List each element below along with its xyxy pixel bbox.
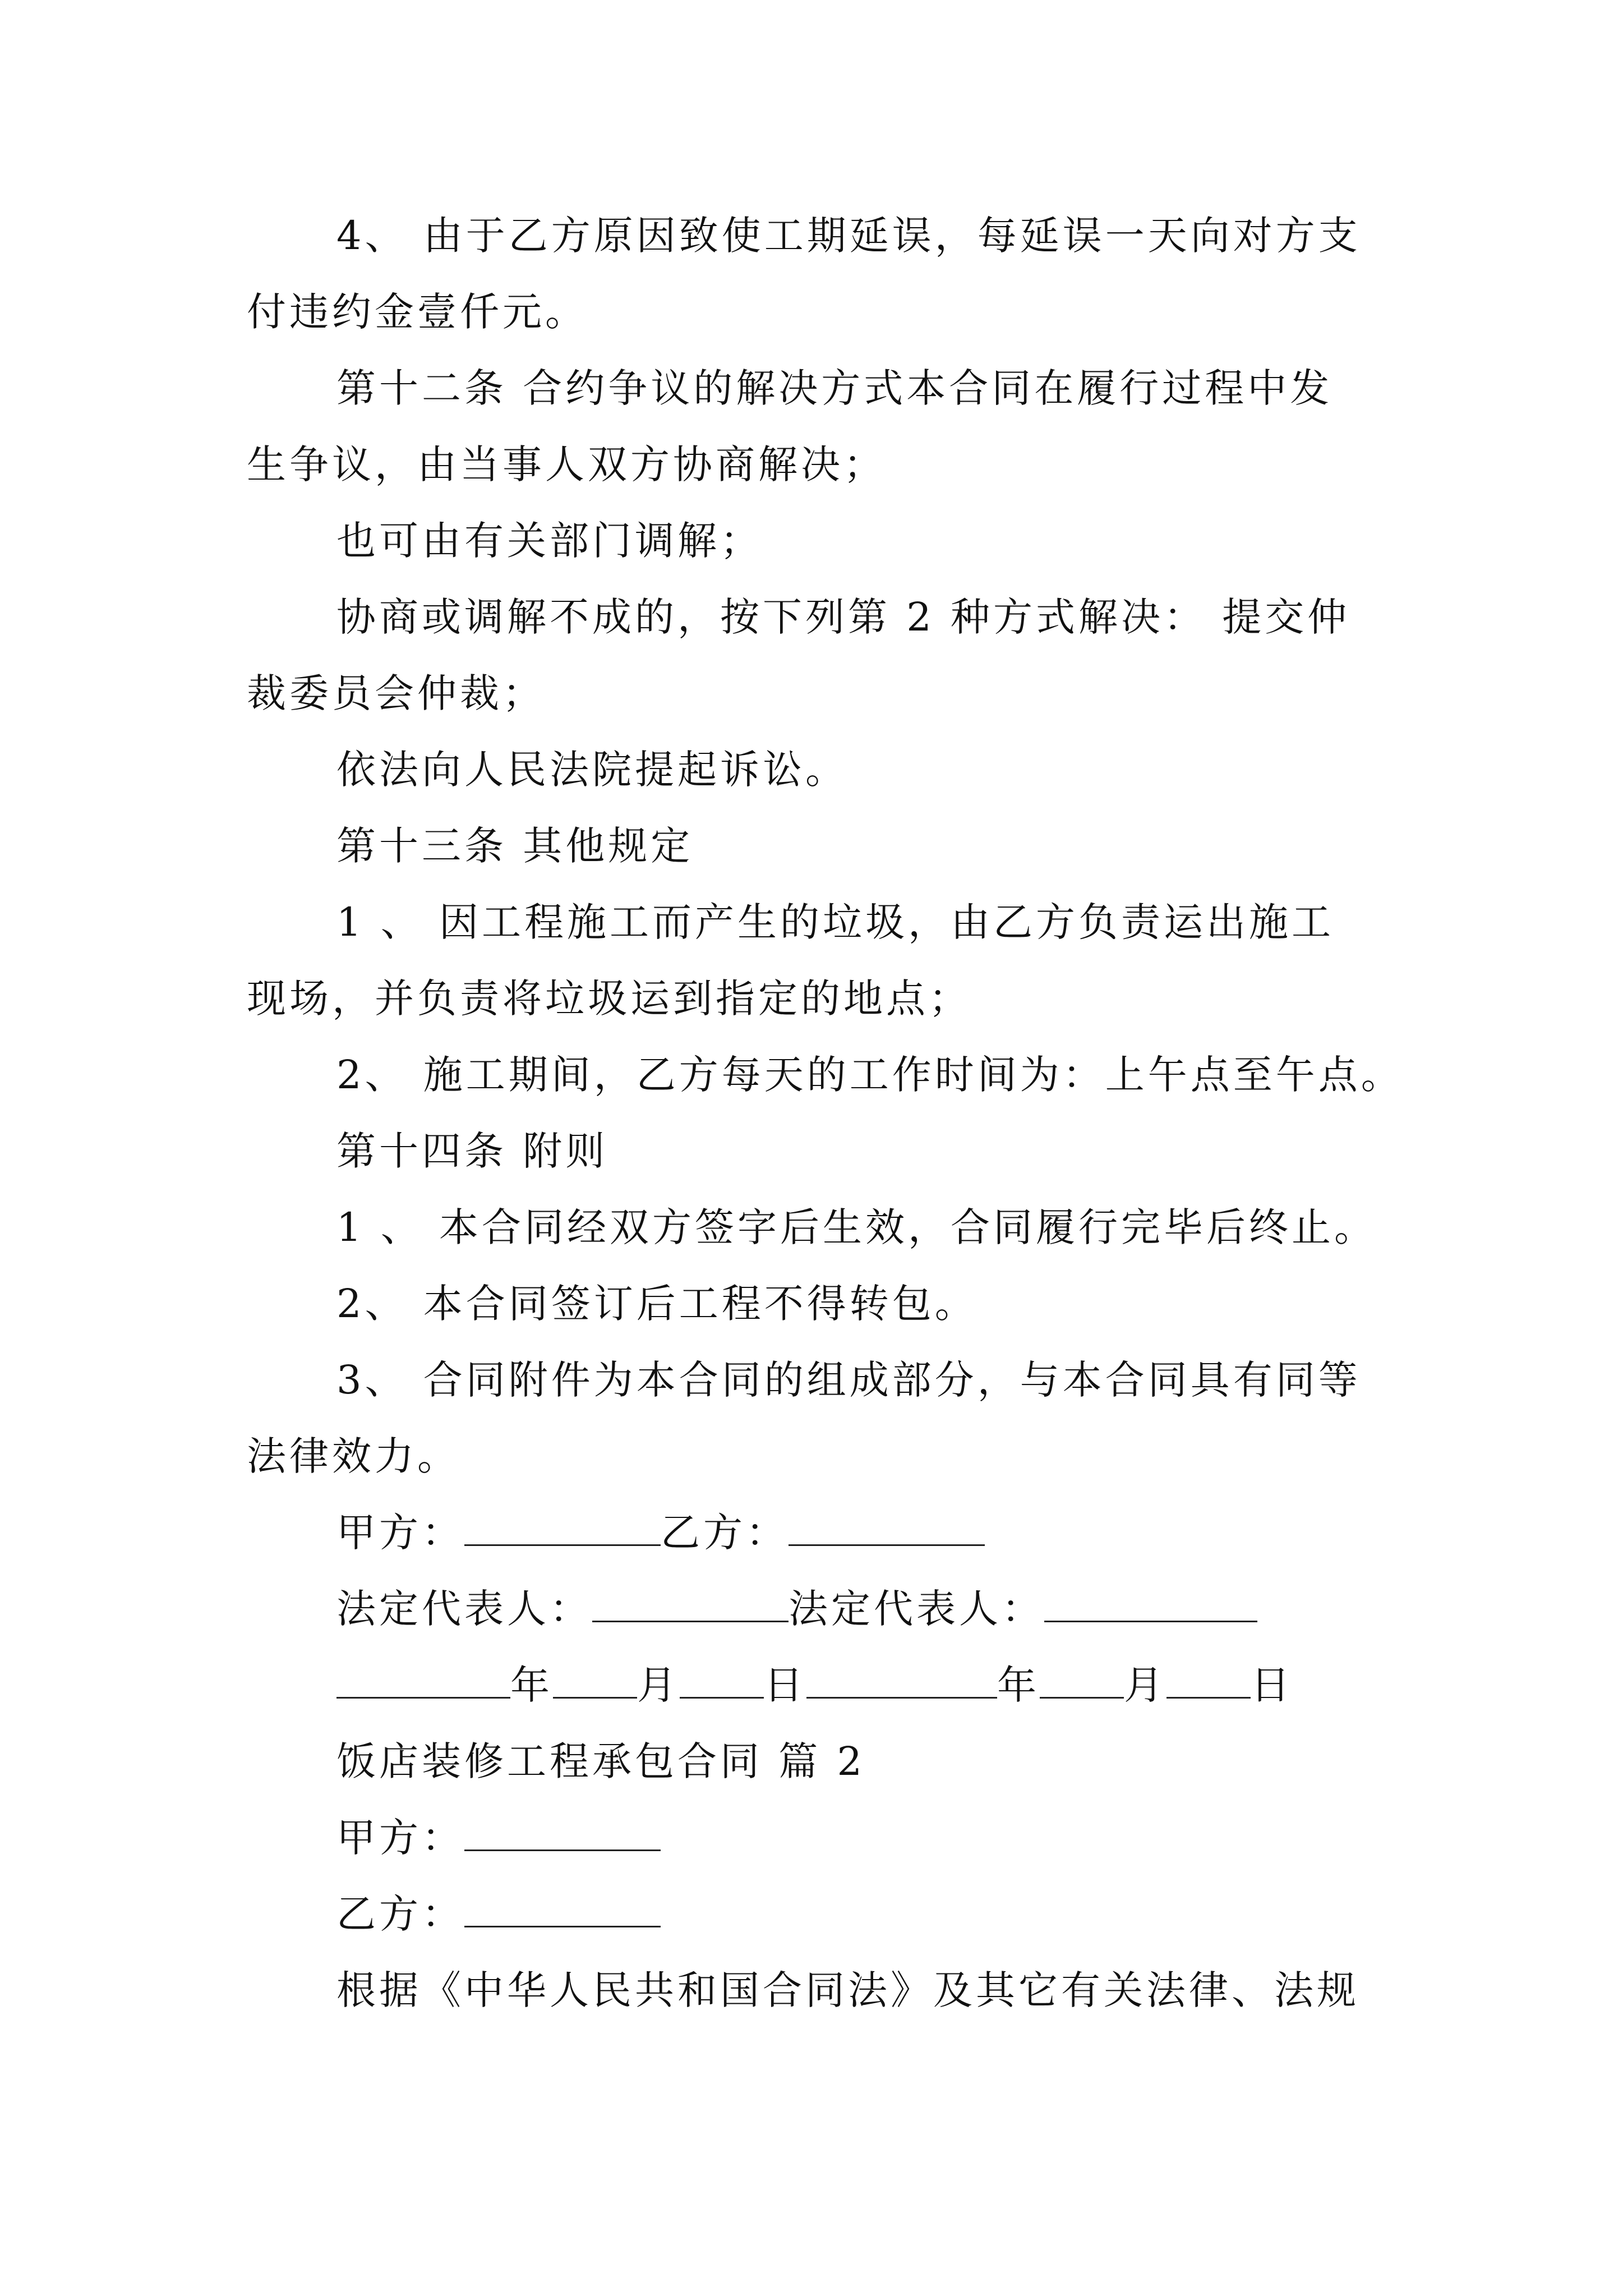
clause-12-litigation: 依法向人民法院提起诉讼。 bbox=[336, 747, 848, 793]
clause-12-mediation: 也可由有关部门调解； bbox=[336, 518, 763, 564]
clause-14-item-1: 1 、 本合同经双方签字后生效，合同履行完毕后终止。 bbox=[336, 1204, 1377, 1250]
clause-12-cont: 生争议，由当事人双方协商解决； bbox=[247, 441, 886, 487]
clause-14-heading: 第十四条 附则 bbox=[336, 1128, 608, 1174]
date-a-month-label: 月 bbox=[637, 1662, 680, 1708]
clause-13-item-1: 1 、 因工程施工而产生的垃圾，由乙方负责运出施工 bbox=[336, 899, 1335, 945]
section-2-party-b-row bbox=[336, 1887, 661, 1941]
clause-13-heading: 第十三条 其他规定 bbox=[336, 823, 694, 869]
party-b-label: 乙方： bbox=[661, 1510, 789, 1556]
legal-rep-b-blank[interactable] bbox=[1044, 1584, 1257, 1622]
signature-date-row bbox=[336, 1658, 1293, 1712]
signature-legal-rep-row bbox=[336, 1582, 1257, 1636]
date-b-day-label: 日 bbox=[1251, 1662, 1293, 1708]
party-a-blank[interactable] bbox=[464, 1507, 661, 1546]
date-b-year-label: 年 bbox=[997, 1662, 1040, 1708]
date-b-month-label: 月 bbox=[1124, 1662, 1166, 1708]
section-2-title: 饭店装修工程承包合同 篇 2 bbox=[336, 1738, 866, 1784]
date-a-year-blank[interactable] bbox=[336, 1660, 510, 1699]
date-b-day-blank[interactable] bbox=[1166, 1660, 1251, 1699]
legal-rep-a-blank[interactable] bbox=[592, 1584, 789, 1622]
clause-14-item-2: 2、 本合同签订后工程不得转包。 bbox=[336, 1281, 978, 1327]
legal-rep-a-label: 法定代表人： bbox=[336, 1586, 592, 1632]
clause-11-item-4-cont: 付违约金壹仟元。 bbox=[247, 289, 588, 335]
clause-12-heading: 第十二条 合约争议的解决方式本合同在履行过程中发 bbox=[336, 365, 1333, 411]
party-a-label: 甲方： bbox=[336, 1510, 464, 1556]
clause-14-item-3-cont: 法律效力。 bbox=[247, 1433, 460, 1479]
clause-14-item-3: 3、 合同附件为本合同的组成部分，与本合同具有同等 bbox=[336, 1357, 1361, 1403]
date-b-year-blank[interactable] bbox=[806, 1660, 997, 1699]
party-b-blank[interactable] bbox=[789, 1507, 985, 1546]
section-2-preamble: 根据《中华人民共和国合同法》及其它有关法律、法规 bbox=[336, 1967, 1359, 2013]
date-a-month-blank[interactable] bbox=[553, 1660, 637, 1699]
clause-12-resolution: 协商或调解不成的，按下列第 2 种方式解决： 提交仲 bbox=[336, 594, 1350, 640]
section-2-party-a-row bbox=[336, 1811, 661, 1865]
date-b-month-blank[interactable] bbox=[1040, 1660, 1124, 1699]
clause-12-resolution-cont: 裁委员会仲裁； bbox=[247, 670, 545, 716]
date-a-year-label: 年 bbox=[510, 1662, 553, 1708]
clause-11-item-4: 4、 由于乙方原因致使工期延误，每延误一天向对方支 bbox=[336, 213, 1361, 259]
section-2-party-a-label: 甲方： bbox=[336, 1815, 464, 1861]
signature-parties-row bbox=[336, 1506, 985, 1559]
section-2-party-a-blank[interactable] bbox=[464, 1812, 661, 1851]
date-a-day-blank[interactable] bbox=[680, 1660, 764, 1699]
clause-13-item-1-cont: 现场，并负责将垃圾运到指定的地点； bbox=[247, 976, 971, 1022]
clause-13-item-2: 2、 施工期间，乙方每天的工作时间为：上午点至午点。 bbox=[336, 1052, 1404, 1098]
section-2-party-b-blank[interactable] bbox=[464, 1889, 661, 1927]
date-a-day-label: 日 bbox=[764, 1662, 806, 1708]
legal-rep-b-label: 法定代表人： bbox=[789, 1586, 1044, 1632]
section-2-party-b-label: 乙方： bbox=[336, 1891, 464, 1937]
